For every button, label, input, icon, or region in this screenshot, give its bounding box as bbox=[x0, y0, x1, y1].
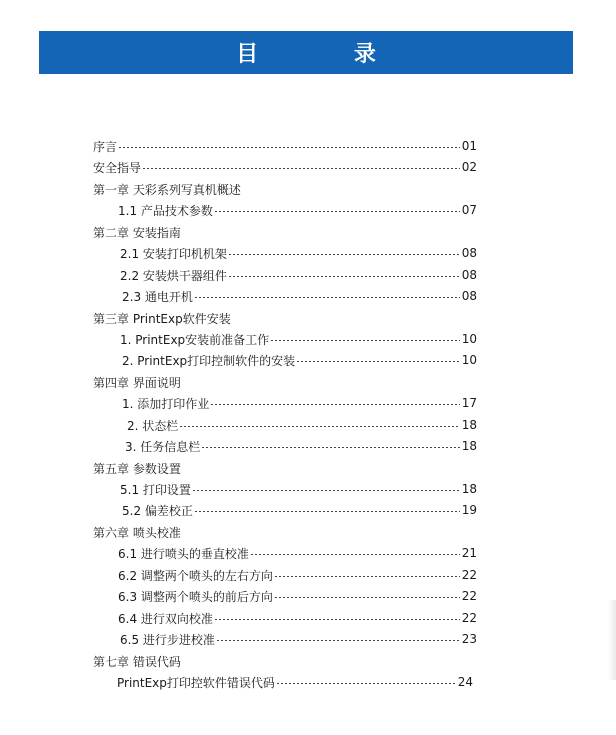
page-edge-shadow bbox=[608, 600, 616, 680]
toc-leader bbox=[297, 361, 460, 362]
toc-leader bbox=[119, 147, 460, 148]
toc-entry[interactable] bbox=[93, 157, 477, 177]
toc-entry-page: 19 bbox=[461, 503, 477, 517]
toc-leader bbox=[229, 254, 460, 255]
toc-leader bbox=[275, 597, 460, 598]
toc-entry-page: 17 bbox=[461, 396, 477, 410]
toc-entry-page: 22 bbox=[461, 589, 477, 603]
toc-entry-page: 10 bbox=[461, 353, 477, 367]
toc-entry-label: 1. 添加打印作业 bbox=[122, 396, 210, 411]
toc-entry-label: 5.2 偏差校正 bbox=[122, 503, 193, 518]
toc-entry-label: 6.3 调整两个喷头的前后方向 bbox=[118, 589, 273, 604]
toc-leader bbox=[195, 511, 460, 512]
toc-entry-label: 5.1 打印设置 bbox=[120, 482, 191, 497]
toc-entry[interactable] bbox=[122, 350, 477, 370]
toc-entry[interactable] bbox=[120, 265, 477, 285]
toc-chapter-label: 第一章 天彩系列写真机概述 bbox=[93, 182, 241, 197]
toc-entry-label: 2.2 安装烘干器组件 bbox=[120, 268, 227, 283]
toc-title-banner bbox=[39, 31, 573, 74]
toc-chapter-label: 第二章 安装指南 bbox=[93, 225, 181, 240]
toc-leader bbox=[275, 576, 460, 577]
toc-leader bbox=[193, 490, 460, 491]
toc-entry[interactable] bbox=[122, 286, 477, 306]
toc-entry-label: 6.5 进行步进校准 bbox=[120, 632, 215, 647]
toc-entry[interactable] bbox=[118, 200, 477, 220]
toc-entry-page: 24 bbox=[457, 675, 473, 689]
toc-title: 目 录 bbox=[236, 42, 420, 67]
toc-entry[interactable] bbox=[122, 500, 477, 520]
toc-chapter-heading[interactable] bbox=[93, 458, 181, 478]
toc-entry-page: 07 bbox=[461, 203, 477, 217]
toc-leader bbox=[229, 276, 460, 277]
toc-entry-page: 08 bbox=[461, 246, 477, 260]
toc-entry-label: 2. 状态栏 bbox=[127, 418, 179, 433]
toc-chapter-label: 第七章 错误代码 bbox=[93, 654, 181, 669]
toc-entry-label: PrintExp打印控软件错误代码 bbox=[117, 675, 275, 690]
toc-entry-page: 18 bbox=[461, 418, 477, 432]
toc-entry-page: 08 bbox=[461, 289, 477, 303]
toc-entry-page: 18 bbox=[461, 439, 477, 453]
toc-leader bbox=[211, 404, 459, 405]
toc-chapter-label: 第三章 PrintExp软件安装 bbox=[93, 311, 231, 326]
toc-chapter-heading[interactable] bbox=[93, 522, 181, 542]
toc-entry-page: 10 bbox=[461, 332, 477, 346]
toc-chapter-label: 第四章 界面说明 bbox=[93, 375, 181, 390]
toc-entry-page: 22 bbox=[461, 568, 477, 582]
toc-chapter-heading[interactable] bbox=[93, 651, 181, 671]
toc-chapter-heading[interactable] bbox=[93, 179, 241, 199]
toc-entry-label: 2.1 安装打印机机架 bbox=[120, 246, 227, 261]
toc-leader bbox=[195, 297, 460, 298]
toc-entry[interactable] bbox=[118, 565, 477, 585]
toc-entry-page: 21 bbox=[461, 546, 477, 560]
toc-entry-label: 1. PrintExp安装前准备工作 bbox=[120, 332, 270, 347]
toc-entry[interactable] bbox=[125, 436, 477, 456]
toc-entry-label: 6.4 进行双向校准 bbox=[118, 611, 213, 626]
toc-chapter-label: 第五章 参数设置 bbox=[93, 461, 181, 476]
toc-entry-label: 2. PrintExp打印控制软件的安装 bbox=[122, 353, 296, 368]
toc-entry-page: 02 bbox=[461, 160, 477, 174]
toc-entry[interactable] bbox=[120, 479, 477, 499]
toc-entry[interactable] bbox=[117, 672, 473, 692]
toc-entry-label: 6.1 进行喷头的垂直校准 bbox=[118, 546, 249, 561]
toc-leader bbox=[180, 426, 459, 427]
toc-entry[interactable] bbox=[120, 629, 477, 649]
toc-entry-page: 01 bbox=[461, 139, 477, 153]
toc-entry-label: 3. 任务信息栏 bbox=[125, 439, 201, 454]
toc-entry[interactable] bbox=[120, 329, 477, 349]
toc-entry[interactable] bbox=[118, 608, 477, 628]
toc-entry[interactable] bbox=[118, 543, 477, 563]
toc-chapter-heading[interactable] bbox=[93, 222, 181, 242]
toc-entry[interactable] bbox=[120, 243, 477, 263]
toc-entry-page: 08 bbox=[461, 268, 477, 282]
toc-leader bbox=[277, 683, 456, 684]
toc-entry[interactable] bbox=[122, 393, 477, 413]
toc-leader bbox=[215, 211, 460, 212]
toc-entry-page: 22 bbox=[461, 611, 477, 625]
toc-entry-page: 23 bbox=[461, 632, 477, 646]
toc-chapter-label: 第六章 喷头校准 bbox=[93, 525, 181, 540]
toc-entry[interactable] bbox=[127, 415, 477, 435]
toc-entry-label: 6.2 调整两个喷头的左右方向 bbox=[118, 568, 273, 583]
toc-chapter-heading[interactable] bbox=[93, 308, 231, 328]
toc-leader bbox=[217, 640, 460, 641]
toc-entry-label: 序言 bbox=[93, 139, 118, 154]
toc-leader bbox=[251, 554, 460, 555]
toc-leader bbox=[215, 619, 460, 620]
toc-chapter-heading[interactable] bbox=[93, 372, 181, 392]
toc-entry[interactable] bbox=[93, 136, 477, 156]
toc-leader bbox=[271, 340, 460, 341]
toc-leader bbox=[202, 447, 459, 448]
toc-leader bbox=[143, 168, 460, 169]
toc-entry-page: 18 bbox=[461, 482, 477, 496]
toc-entry-label: 安全指导 bbox=[93, 160, 142, 175]
toc-entry-label: 2.3 通电开机 bbox=[122, 289, 193, 304]
toc-entry-label: 1.1 产品技术参数 bbox=[118, 203, 213, 218]
toc-entry[interactable] bbox=[118, 586, 477, 606]
